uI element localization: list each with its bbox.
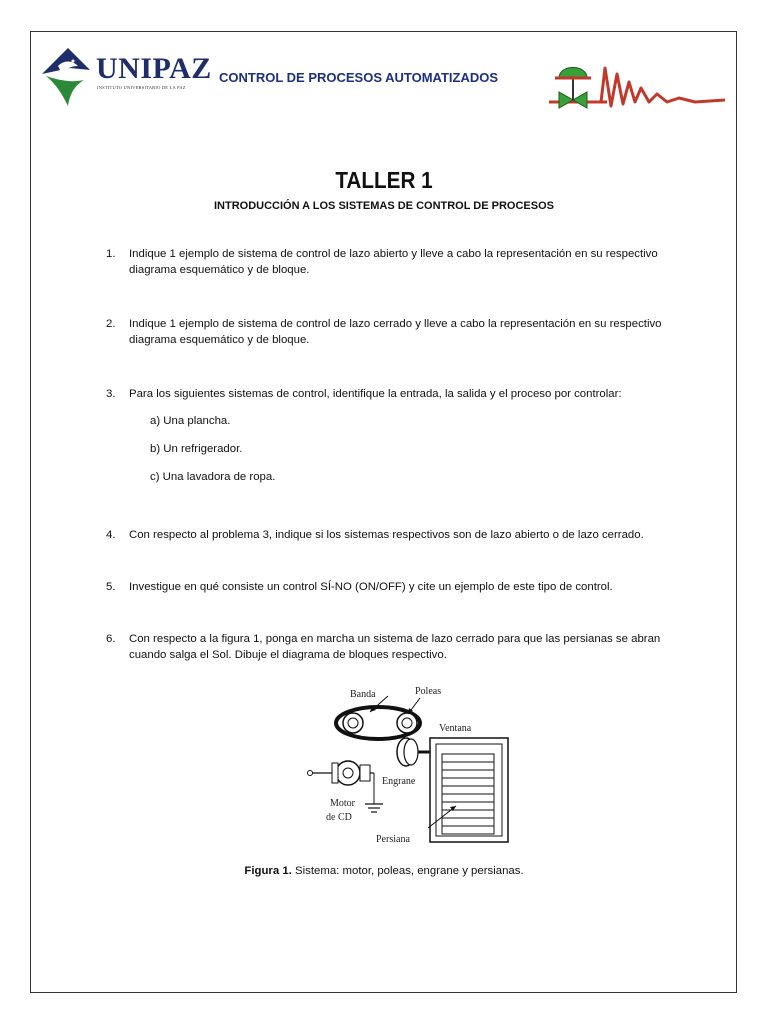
figure-motor-pulleys-blinds bbox=[300, 680, 520, 850]
question-text-line: Indique 1 ejemplo de sistema de control de lazo abierto y lleve a cabo la representación en su respectivo bbox=[129, 248, 658, 260]
caption-bold: Figura 1. bbox=[244, 865, 292, 877]
valve-signal-icon bbox=[545, 58, 730, 110]
question-text-line: Indique 1 ejemplo de sistema de control de lazo cerrado y lleve a cabo la representación en su respectivo bbox=[129, 318, 662, 330]
logo-subtext: INSTITUTO UNIVERSITARIO DE LA PAZ bbox=[97, 85, 186, 90]
label-banda: Banda bbox=[350, 689, 376, 700]
label-engrane: Engrane bbox=[382, 776, 416, 787]
document-subtitle: INTRODUCCIÓN A LOS SISTEMAS DE CONTROL DE PROCESOS bbox=[213, 200, 554, 212]
label-ventana: Ventana bbox=[439, 723, 472, 734]
question-number: 5. bbox=[106, 581, 116, 593]
question-text-line: Investigue en qué consiste un control SÍ-NO (ON/OFF) y cite un ejemplo de este tipo de control. bbox=[129, 581, 613, 593]
sub-item: a) Una plancha. bbox=[150, 415, 231, 427]
sub-item: b) Un refrigerador. bbox=[150, 443, 243, 455]
label-persiana: Persiana bbox=[376, 834, 410, 845]
figure-caption bbox=[0, 865, 768, 877]
sub-item: c) Una lavadora de ropa. bbox=[150, 471, 276, 483]
question-text-line: cuando salga el Sol. Dibuje el diagrama de bloques respectivo. bbox=[129, 649, 447, 661]
document-title: TALLER 1 bbox=[335, 167, 433, 193]
label-poleas: Poleas bbox=[415, 686, 442, 697]
left-pulley bbox=[343, 713, 363, 733]
label-motor: Motor bbox=[330, 798, 355, 809]
question-number: 6. bbox=[106, 633, 116, 645]
logo-wordmark: UNIPAZ bbox=[96, 52, 212, 85]
question-text-line: diagrama esquemático y de bloque. bbox=[129, 264, 310, 276]
question-number: 3. bbox=[106, 388, 116, 400]
question-text-line: Para los siguientes sistemas de control, identifique la entrada, la salida y el proceso por controlar: bbox=[129, 388, 622, 400]
motor-shape bbox=[336, 761, 360, 785]
label-motor-cd: de CD bbox=[326, 812, 352, 823]
question-number: 1. bbox=[106, 248, 116, 260]
right-pulley bbox=[397, 713, 417, 733]
question-text-line: Con respecto a la figura 1, ponga en marcha un sistema de lazo cerrado para que las persianas se abran bbox=[129, 633, 661, 645]
question-text-line: diagrama esquemático y de bloque. bbox=[129, 334, 310, 346]
question-text-line: Con respecto al problema 3, indique si los sistemas respectivos son de lazo abierto o de lazo cerrado. bbox=[129, 529, 644, 541]
question-number: 2. bbox=[106, 318, 116, 330]
question-number: 4. bbox=[106, 529, 116, 541]
caption-text: Sistema: motor, poleas, engrane y persianas. bbox=[291, 865, 524, 877]
course-title: CONTROL DE PROCESOS AUTOMATIZADOS bbox=[219, 70, 499, 85]
